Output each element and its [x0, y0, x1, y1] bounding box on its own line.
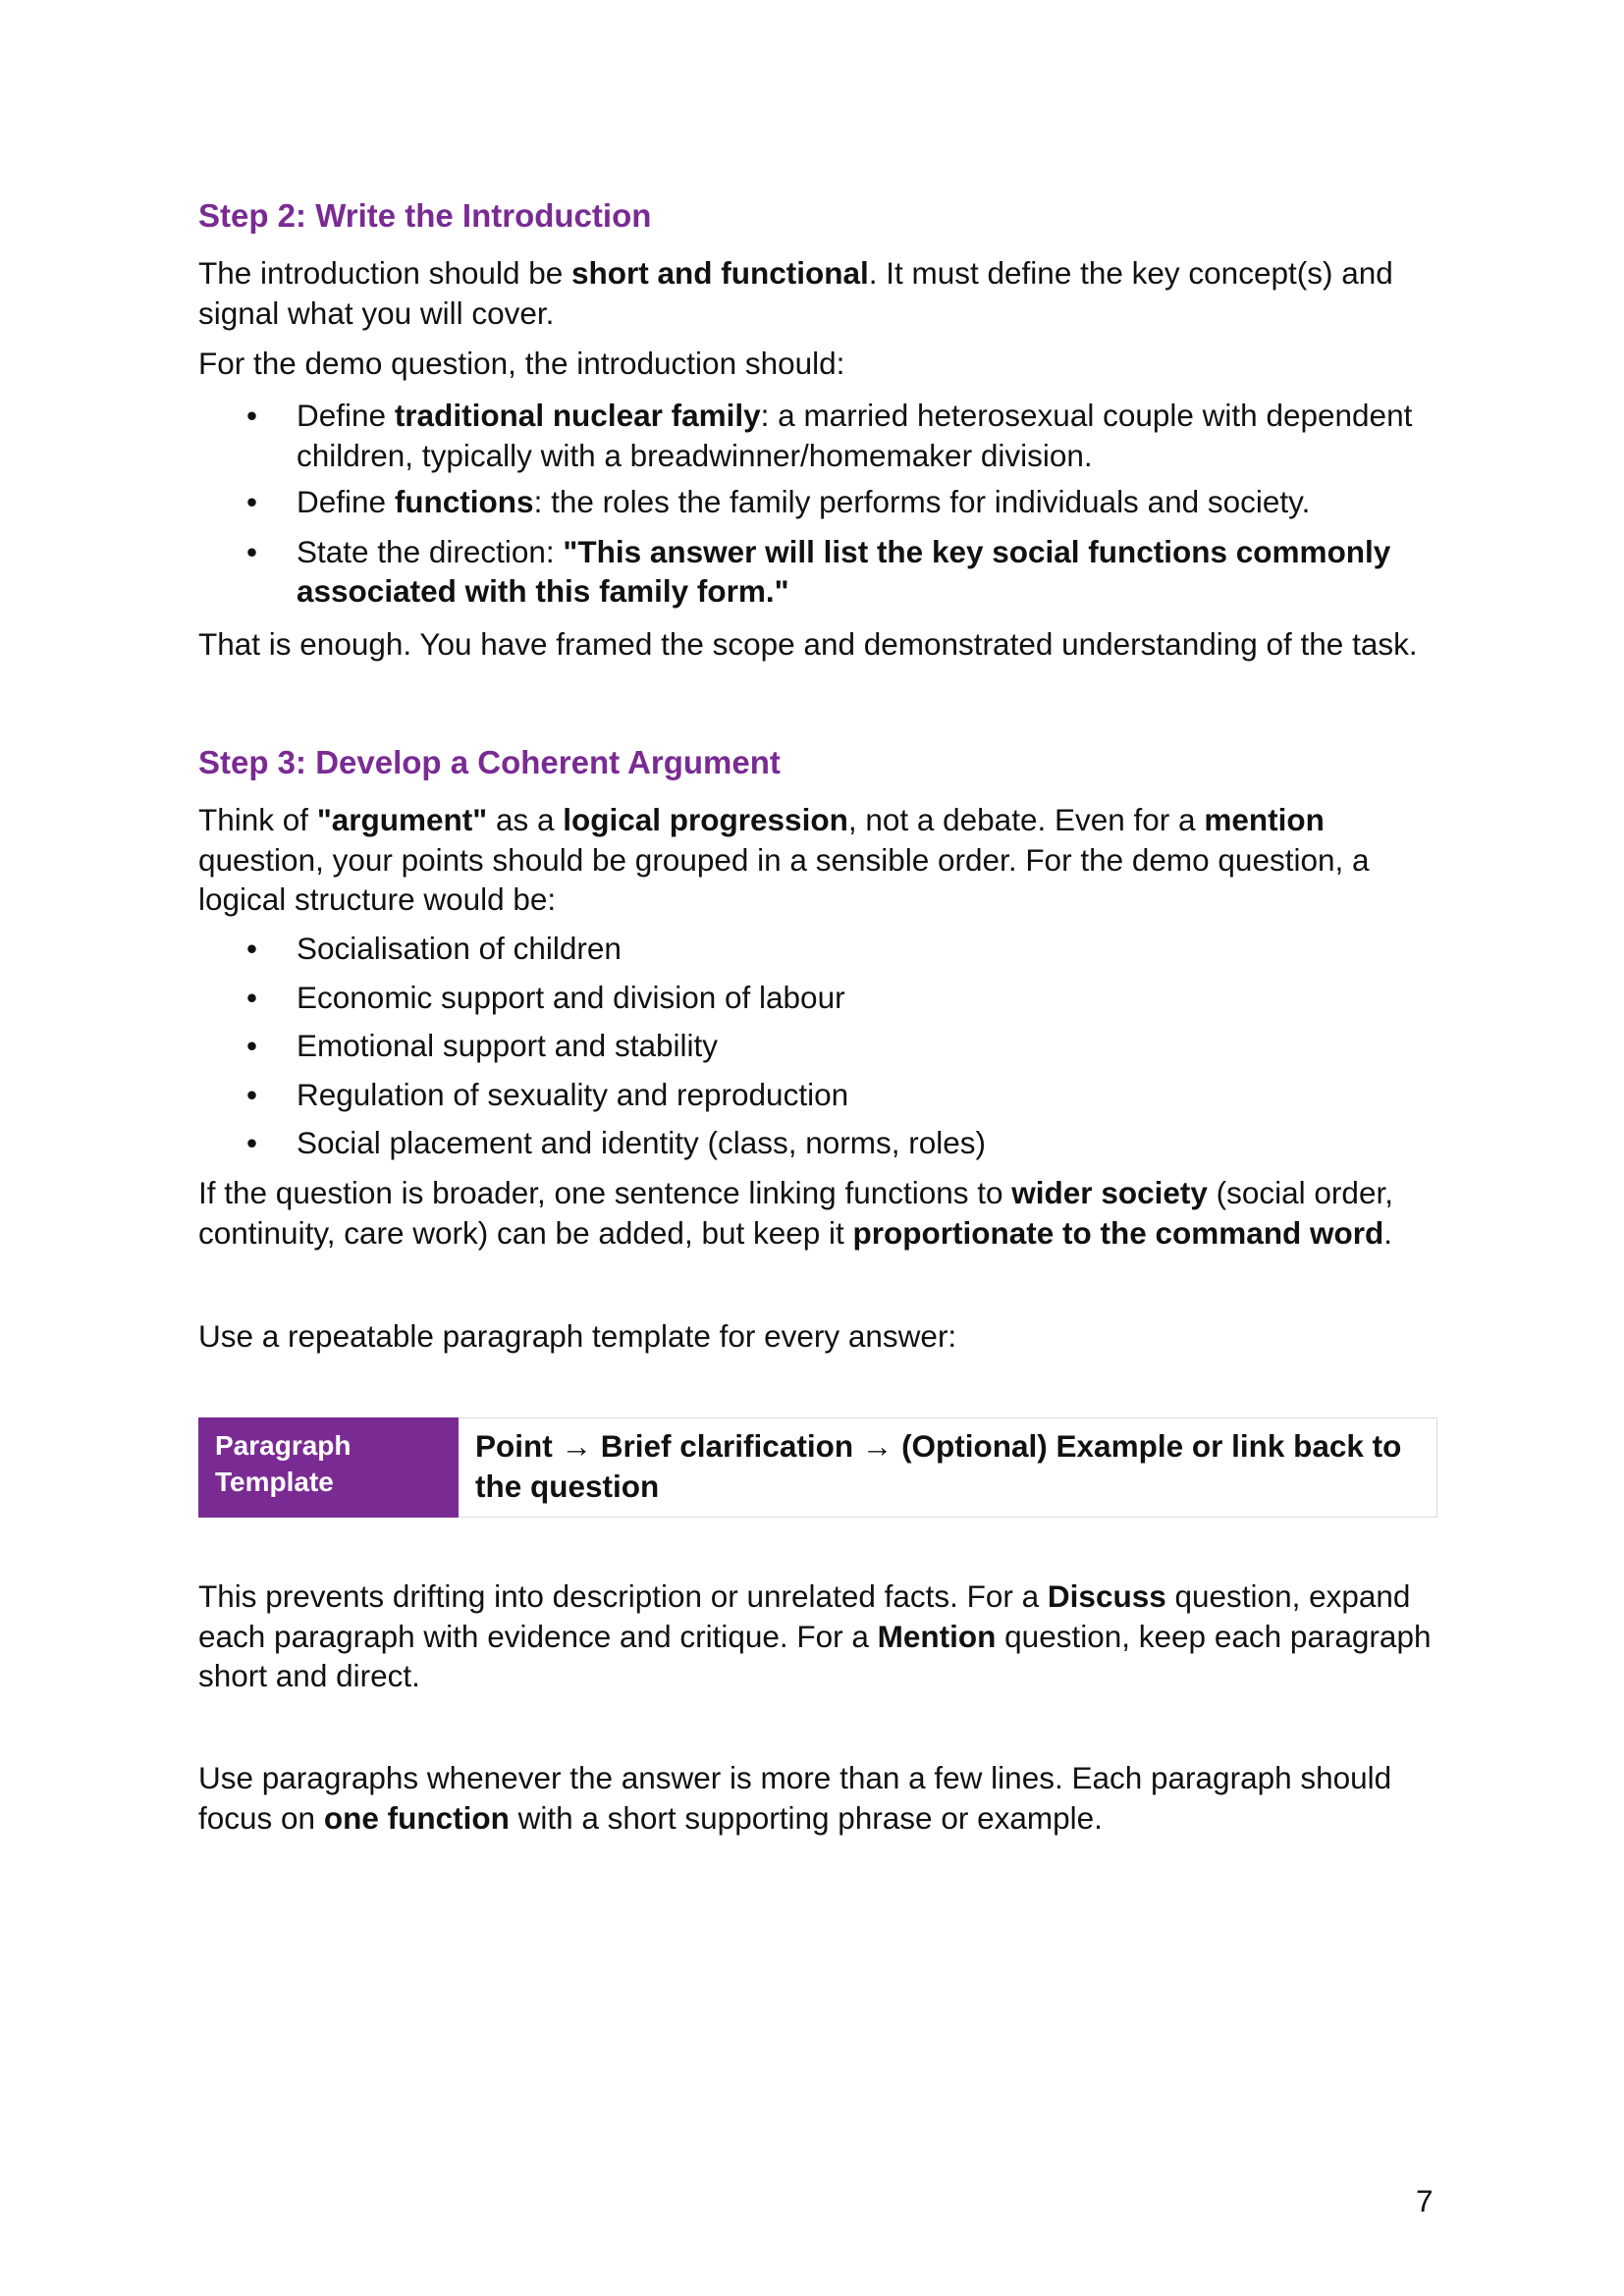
step3-intro-paragraph: Think of "argument" as a logical progression, not a debate. Even for a mention question, your points should be grouped in a sensible order. For the demo question, a logical structure would be: — [198, 802, 1370, 917]
step2-bullet-list — [198, 396, 1437, 612]
list-item: • Emotional support and stability — [246, 1028, 718, 1063]
step2-heading: Step 2: Write the Introduction — [198, 197, 652, 234]
paragraph-template-box — [198, 1417, 1437, 1518]
step3-template-intro: Use a repeatable paragraph template for every answer: — [198, 1318, 957, 1354]
list-item: • Socialisation of children — [246, 931, 622, 966]
step2-closing-paragraph: That is enough. You have framed the scope and demonstrated understanding of the task. — [198, 626, 1418, 662]
page-number: 7 — [1416, 2183, 1434, 2218]
template-label: Paragraph Template — [198, 1417, 459, 1518]
step2-intro-paragraph: The introduction should be short and functional. It must define the key concept(s) and signal what you will cover. — [198, 255, 1393, 331]
step2-demo-paragraph: For the demo question, the introduction should: — [198, 346, 845, 381]
list-item: • Regulation of sexuality and reproduction — [246, 1076, 849, 1112]
list-item: • Social placement and identity (class, norms, roles) — [246, 1125, 987, 1160]
list-item: • State the direction: "This answer will list the key social functions commonly associated with this family form." — [246, 533, 1391, 609]
step3-paragraphs-paragraph: Use paragraphs whenever the answer is more than a few lines. Each paragraph should focus on one function with a short supporting phrase or example. — [198, 1760, 1392, 1836]
list-item: • Define functions: the roles the family performs for individuals and society. — [246, 484, 1311, 519]
step3-bullet-list — [198, 929, 1437, 1163]
template-body: Point → Brief clarification → (Optional) Example or link back to the question — [475, 1428, 1402, 1504]
step3-broader-paragraph: If the question is broader, one sentence linking functions to wider society (social order, continuity, care work) can be added, but keep it proportionate to the command word. — [198, 1175, 1393, 1251]
list-item: • Define traditional nuclear family: a married heterosexual couple with dependent children, typically with a breadwinner/homemaker division. — [246, 398, 1413, 473]
step3-drifting-paragraph: This prevents drifting into description or unrelated facts. For a Discuss question, expand each paragraph with evidence and critique. For a Mention question, keep each paragraph short and direct. — [198, 1578, 1432, 1693]
step3-heading: Step 3: Develop a Coherent Argument — [198, 744, 781, 780]
list-item: • Economic support and division of labour — [246, 979, 845, 1015]
